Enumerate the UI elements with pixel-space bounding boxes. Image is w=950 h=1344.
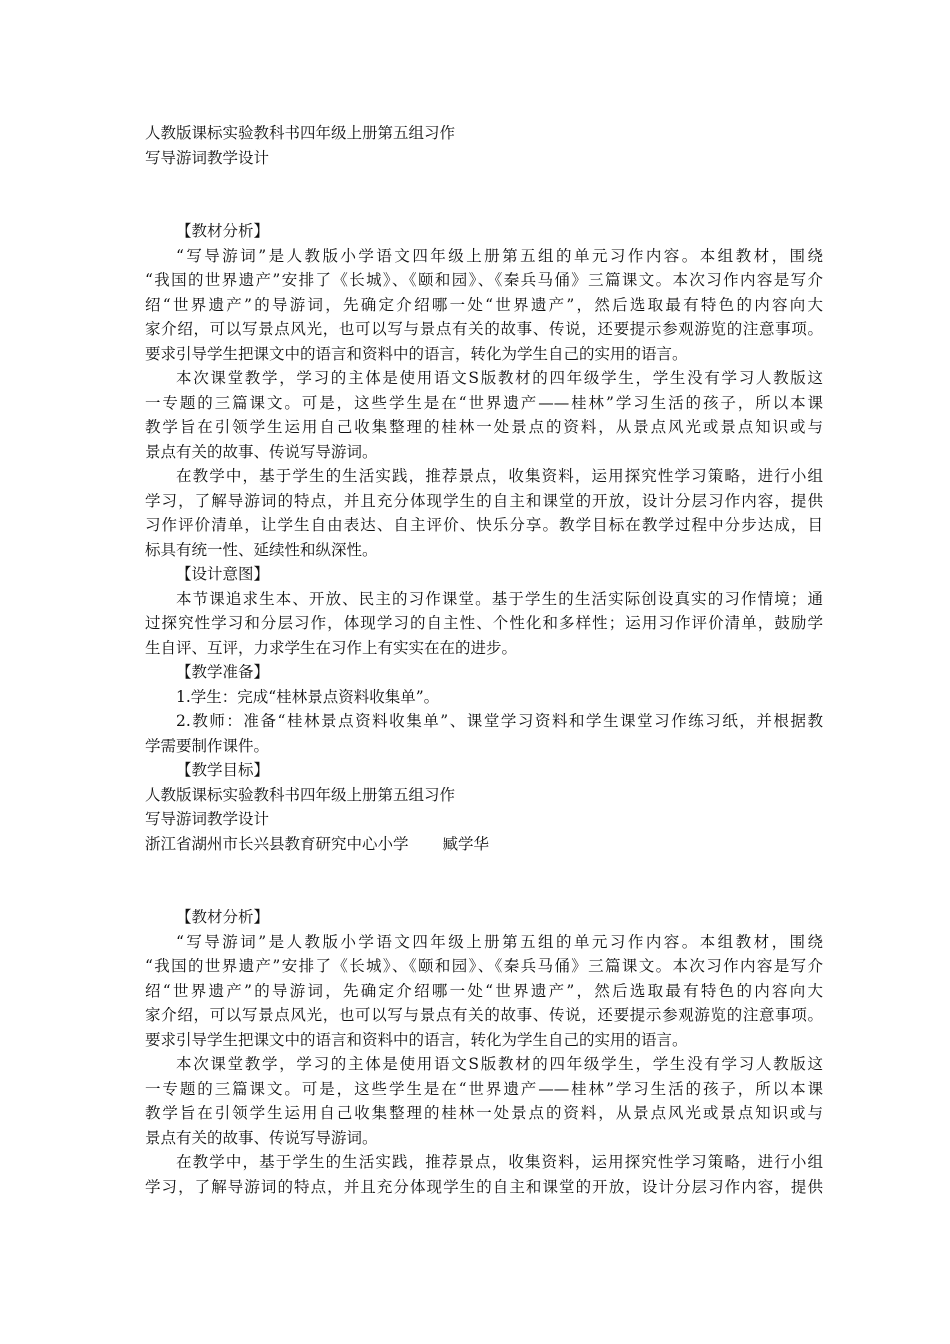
paragraph-line: 过探究性学习和分层习作，体现学习的自主性、个性化和多样性；运用习作评价清单，鼓励学 — [145, 614, 823, 632]
paragraph-line: 一专题的三篇课文。可是，这些学生是在“世界遗产——桂林”学习生活的孩子，所以本课 — [145, 393, 823, 412]
paragraph-line: 本次课堂教学，学习的主体是使用语文S版教材的四年级学生，学生没有学习人教版这 — [176, 1055, 823, 1073]
document-subtitle: 写导游词教学设计 — [145, 148, 270, 167]
goal-heading: 【教学目标】 — [176, 761, 270, 779]
author-line — [145, 832, 823, 857]
paragraph-line: 2.教师：准备“桂林景点资料收集单”、课堂学习资料和学生课堂习作练习纸，并根据教 — [176, 712, 823, 730]
document-body — [145, 121, 823, 1199]
paragraph-line: “写导游词”是人教版小学语文四年级上册第五组的单元习作内容。本组教材，围绕 — [176, 932, 823, 951]
paragraph-line: 本节课追求生本、开放、民主的习作课堂。基于学生的生活实际创设真实的习作情境；通 — [176, 589, 823, 608]
paragraph-line: 标具有统一性、延续性和纵深性。 — [145, 540, 378, 559]
paragraph-line: 家介绍，可以写景点风光，也可以写与景点有关的故事、传说，还要提示参观游览的注意事项。 — [145, 320, 823, 338]
prep-heading: 【教学准备】 — [176, 663, 270, 681]
analysis-heading: 【教材分析】 — [176, 908, 270, 926]
paragraph-line: 学习，了解导游词的特点，并且充分体现学生的自主和课堂的开放，设计分层习作内容，提供 — [145, 1177, 823, 1196]
analysis-paragraph-2 — [145, 366, 823, 464]
document-subtitle: 写导游词教学设计 — [145, 810, 270, 828]
paragraph-line: 习作评价清单，让学生自由表达、自主评价、快乐分享。教学目标在教学过程中分步达成，目 — [145, 516, 823, 534]
author-name: 臧学华 — [442, 834, 490, 853]
prep-item-1: 1.学生：完成“桂林景点资料收集单”。 — [176, 687, 440, 706]
paragraph-line: 教学旨在引领学生运用自己收集整理的桂林一处景点的资料，从景点风光或景点知识或与 — [145, 418, 823, 436]
paragraph-line: 学需要制作课件。 — [145, 736, 270, 755]
paragraph-line: 绍“世界遗产”的导游词，先确定介绍哪一处“世界遗产”，然后选取最有特色的内容向大 — [145, 981, 823, 1000]
paragraph-line: “写导游词”是人教版小学语文四年级上册第五组的单元习作内容。本组教材，围绕 — [176, 246, 823, 265]
analysis-paragraph-1 — [145, 244, 823, 367]
paragraph-line: 生自评、互评，力求学生在习作上有实实在在的进步。 — [145, 638, 518, 657]
design-paragraph — [145, 587, 823, 661]
paragraph-line: 景点有关的故事、传说写导游词。 — [145, 442, 378, 461]
school-name: 浙江省湖州市长兴县教育研究中心小学 — [145, 834, 409, 853]
paragraph-line: 要求引导学生把课文中的语言和资料中的语言，转化为学生自己的实用的语言。 — [145, 1030, 688, 1049]
paragraph-line: 本次课堂教学，学习的主体是使用语文S版教材的四年级学生，学生没有学习人教版这 — [176, 369, 823, 387]
paragraph-line: 在教学中，基于学生的生活实践，推荐景点，收集资料，运用探究性学习策略，进行小组 — [176, 1153, 823, 1171]
paragraph-line: 学习，了解导游词的特点，并且充分体现学生的自主和课堂的开放，设计分层习作内容，提供 — [145, 491, 823, 510]
analysis-paragraph-2 — [145, 1052, 823, 1150]
paragraph-line: “我国的世界遗产”安排了《长城》、《颐和园》、《秦兵马俑》三篇课文。本次习作内容是写介 — [145, 957, 823, 975]
paragraph-line: 家介绍，可以写景点风光，也可以写与景点有关的故事、传说，还要提示参观游览的注意事项。 — [145, 1006, 823, 1024]
analysis-paragraph-3 — [145, 1150, 823, 1199]
document-title: 人教版课标实验教科书四年级上册第五组习作 — [145, 785, 456, 804]
paragraph-line: 景点有关的故事、传说写导游词。 — [145, 1128, 378, 1147]
design-heading: 【设计意图】 — [176, 565, 270, 583]
paragraph-line: 在教学中，基于学生的生活实践，推荐景点，收集资料，运用探究性学习策略，进行小组 — [176, 467, 823, 485]
paragraph-line: “我国的世界遗产”安排了《长城》、《颐和园》、《秦兵马俑》三篇课文。本次习作内容是写介 — [145, 271, 823, 289]
paragraph-line: 教学旨在引领学生运用自己收集整理的桂林一处景点的资料，从景点风光或景点知识或与 — [145, 1104, 823, 1122]
analysis-heading: 【教材分析】 — [176, 222, 270, 240]
analysis-paragraph-1 — [145, 930, 823, 1053]
paragraph-line: 绍“世界遗产”的导游词，先确定介绍哪一处“世界遗产”，然后选取最有特色的内容向大 — [145, 295, 823, 314]
prep-item-2 — [145, 709, 823, 758]
paragraph-line: 一专题的三篇课文。可是，这些学生是在“世界遗产——桂林”学习生活的孩子，所以本课 — [145, 1079, 823, 1098]
document-title: 人教版课标实验教科书四年级上册第五组习作 — [145, 124, 456, 142]
paragraph-line: 要求引导学生把课文中的语言和资料中的语言，转化为学生自己的实用的语言。 — [145, 344, 688, 363]
analysis-paragraph-3 — [145, 464, 823, 562]
